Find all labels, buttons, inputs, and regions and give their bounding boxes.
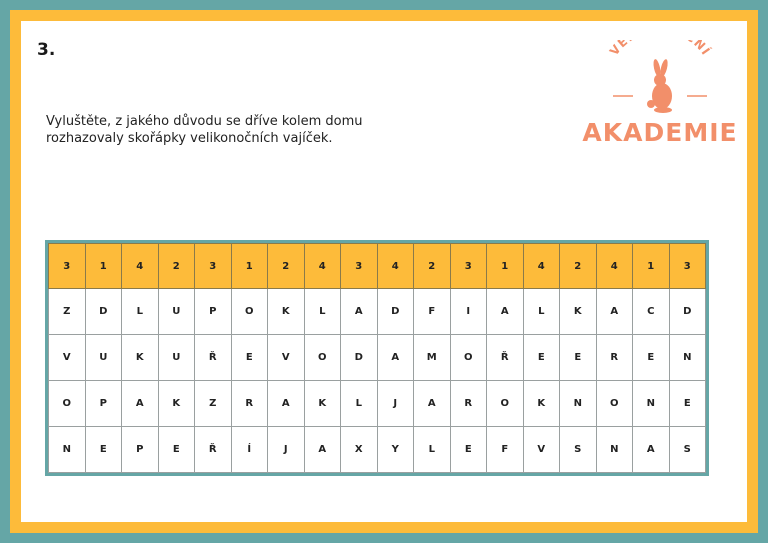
key-cell: 1 bbox=[633, 244, 670, 289]
letter-cell: U bbox=[158, 335, 195, 381]
letter-cell: X bbox=[341, 427, 378, 473]
key-cell: 4 bbox=[304, 244, 341, 289]
key-cell: 1 bbox=[487, 244, 524, 289]
letter-cell: A bbox=[487, 289, 524, 335]
letter-cell: V bbox=[268, 335, 305, 381]
letter-cell: O bbox=[596, 381, 633, 427]
rabbit-icon bbox=[575, 40, 745, 120]
letter-cell: L bbox=[304, 289, 341, 335]
key-cell: 1 bbox=[85, 244, 122, 289]
key-cell: 3 bbox=[195, 244, 232, 289]
letter-cell: D bbox=[341, 335, 378, 381]
letter-row bbox=[49, 335, 706, 381]
letter-cell: S bbox=[560, 427, 597, 473]
letter-cell: F bbox=[487, 427, 524, 473]
logo-word: AKADEMIE bbox=[582, 118, 738, 147]
letter-cell: A bbox=[122, 381, 159, 427]
letter-cell: K bbox=[560, 289, 597, 335]
letter-cell: E bbox=[231, 335, 268, 381]
letter-cell: E bbox=[450, 427, 487, 473]
letter-cell: F bbox=[414, 289, 451, 335]
letter-cell: K bbox=[158, 381, 195, 427]
letter-cell: E bbox=[633, 335, 670, 381]
letter-cell: Z bbox=[49, 289, 86, 335]
letter-cell: U bbox=[85, 335, 122, 381]
letter-cell: A bbox=[377, 335, 414, 381]
letter-cell: A bbox=[596, 289, 633, 335]
letter-cell: O bbox=[450, 335, 487, 381]
letter-cell: D bbox=[669, 289, 706, 335]
letter-cell: E bbox=[158, 427, 195, 473]
letter-cell: O bbox=[49, 381, 86, 427]
letter-cell: R bbox=[450, 381, 487, 427]
letter-cell: Ř bbox=[487, 335, 524, 381]
letter-cell: E bbox=[523, 335, 560, 381]
letter-cell: A bbox=[633, 427, 670, 473]
key-cell: 4 bbox=[122, 244, 159, 289]
letter-cell: E bbox=[669, 381, 706, 427]
letter-cell: Í bbox=[231, 427, 268, 473]
letter-cell: I bbox=[450, 289, 487, 335]
letter-cell: A bbox=[268, 381, 305, 427]
letter-cell: L bbox=[341, 381, 378, 427]
key-cell: 3 bbox=[669, 244, 706, 289]
task-instruction: Vyluštěte, z jakého důvodu se dříve kolem domu rozhazovaly skořápky velikonočních vajíček. bbox=[46, 114, 363, 146]
letter-cell: L bbox=[122, 289, 159, 335]
letter-cell: N bbox=[669, 335, 706, 381]
letter-cell: R bbox=[231, 381, 268, 427]
key-cell: 4 bbox=[596, 244, 633, 289]
key-cell: 2 bbox=[560, 244, 597, 289]
logo-arc-text: VE NÍ bbox=[606, 40, 714, 59]
key-cell: 4 bbox=[377, 244, 414, 289]
letter-cell: V bbox=[49, 335, 86, 381]
key-cell: 2 bbox=[158, 244, 195, 289]
letter-cell: C bbox=[633, 289, 670, 335]
key-cell: 1 bbox=[231, 244, 268, 289]
letter-cell: D bbox=[377, 289, 414, 335]
letter-cell: O bbox=[487, 381, 524, 427]
letter-cell: R bbox=[596, 335, 633, 381]
letter-grid bbox=[45, 240, 709, 476]
letter-cell: P bbox=[85, 381, 122, 427]
letter-cell: P bbox=[122, 427, 159, 473]
key-cell: 3 bbox=[450, 244, 487, 289]
logo bbox=[575, 40, 745, 155]
key-cell: 3 bbox=[341, 244, 378, 289]
letter-cell: M bbox=[414, 335, 451, 381]
letter-cell: J bbox=[268, 427, 305, 473]
letter-cell: O bbox=[231, 289, 268, 335]
letter-cell: K bbox=[304, 381, 341, 427]
letter-cell: A bbox=[341, 289, 378, 335]
letter-cell: Ř bbox=[195, 427, 232, 473]
letter-row bbox=[49, 381, 706, 427]
letter-cell: Ř bbox=[195, 335, 232, 381]
letter-cell: S bbox=[669, 427, 706, 473]
letter-cell: K bbox=[523, 381, 560, 427]
letter-cell: Y bbox=[377, 427, 414, 473]
letter-cell: L bbox=[414, 427, 451, 473]
task-number: 3. bbox=[37, 40, 56, 60]
letter-cell: U bbox=[158, 289, 195, 335]
letter-cell: N bbox=[560, 381, 597, 427]
letter-cell: N bbox=[633, 381, 670, 427]
letter-cell: A bbox=[304, 427, 341, 473]
letter-cell: E bbox=[85, 427, 122, 473]
letter-cell: Z bbox=[195, 381, 232, 427]
key-row bbox=[49, 244, 706, 289]
letter-cell: V bbox=[523, 427, 560, 473]
letter-cell: L bbox=[523, 289, 560, 335]
letter-cell: P bbox=[195, 289, 232, 335]
letter-cell: J bbox=[377, 381, 414, 427]
key-cell: 2 bbox=[414, 244, 451, 289]
letter-cell: K bbox=[268, 289, 305, 335]
letter-cell: D bbox=[85, 289, 122, 335]
letter-cell: K bbox=[122, 335, 159, 381]
letter-row bbox=[49, 289, 706, 335]
key-cell: 3 bbox=[49, 244, 86, 289]
key-cell: 2 bbox=[268, 244, 305, 289]
letter-cell: N bbox=[49, 427, 86, 473]
key-cell: 4 bbox=[523, 244, 560, 289]
letter-row bbox=[49, 427, 706, 473]
letter-cell: O bbox=[304, 335, 341, 381]
letter-cell: N bbox=[596, 427, 633, 473]
letter-cell: A bbox=[414, 381, 451, 427]
letter-cell: E bbox=[560, 335, 597, 381]
